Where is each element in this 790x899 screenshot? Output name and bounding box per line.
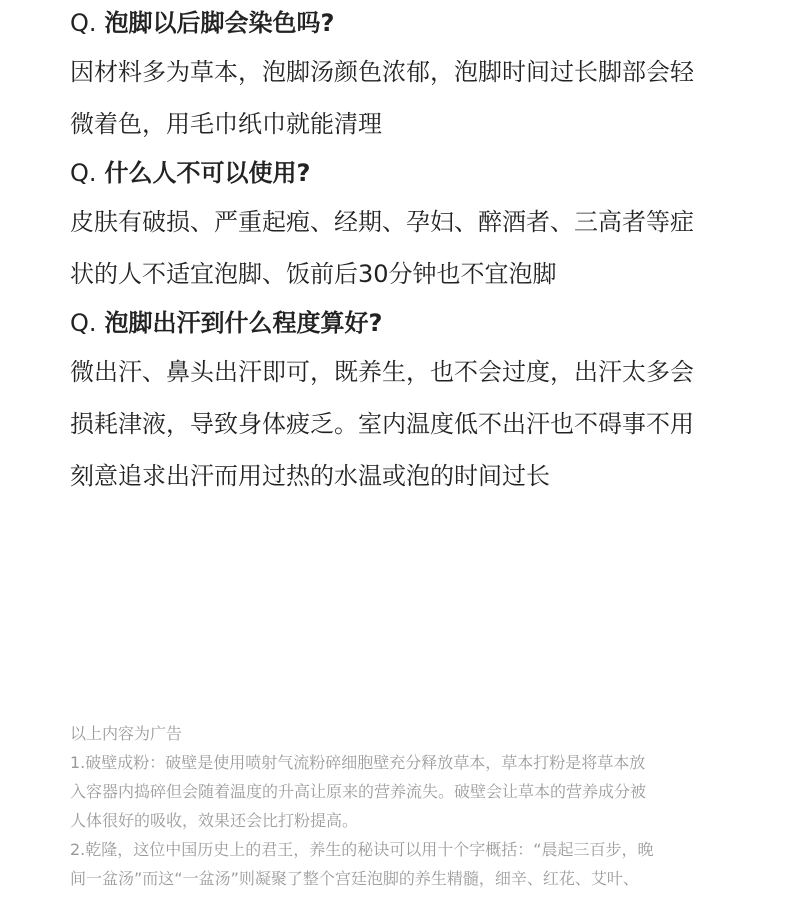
faq-question — [70, 0, 730, 46]
faq-section — [70, 0, 730, 502]
ad-line: 2.乾隆，这位中国历史上的君王，养生的秘诀可以用十个字概括：“晨起三百步，晚 — [70, 840, 654, 859]
question-text: 什么人不可以使用? — [104, 159, 311, 187]
faq-question — [70, 300, 730, 346]
question-prefix: Q. — [70, 159, 97, 187]
answer-line: 微着色，用毛巾纸巾就能清理 — [70, 110, 382, 138]
question-prefix: Q. — [70, 9, 97, 37]
ad-line: 1.破壁成粉：破壁是使用喷射气流粉碎细胞壁充分释放草本，草本打粉是将草本放 — [70, 753, 646, 772]
ad-line: 间一盆汤”而这“一盆汤”则凝聚了整个宫廷泡脚的养生精髓，细辛、红花、艾叶、 — [70, 869, 639, 888]
answer-line: 损耗津液，导致身体疲乏。室内温度低不出汗也不碍事不用 — [70, 410, 694, 438]
answer-line: 刻意追求出汗而用过热的水温或泡的时间过长 — [70, 462, 550, 490]
question-text: 泡脚以后脚会染色吗? — [104, 9, 335, 37]
ad-line: 入容器内捣碎但会随着温度的升高让原来的营养流失。破壁会让草本的营养成分被 — [70, 782, 647, 801]
question-prefix: Q. — [70, 309, 97, 337]
question-text: 泡脚出汗到什么程度算好? — [104, 309, 383, 337]
ad-title: 以上内容为广告 — [70, 724, 183, 743]
ad-line: 人体很好的吸收，效果还会比打粉提高。 — [70, 811, 359, 830]
ad-disclaimer — [70, 720, 730, 893]
answer-line: 微出汗、鼻头出汗即可，既养生，也不会过度，出汗太多会 — [70, 358, 694, 386]
answer-line: 因材料多为草本，泡脚汤颜色浓郁，泡脚时间过长脚部会轻 — [70, 58, 694, 86]
answer-line: 状的人不适宜泡脚、饭前后30分钟也不宜泡脚 — [70, 260, 557, 288]
faq-question — [70, 150, 730, 196]
answer-line: 皮肤有破损、严重起疱、经期、孕妇、醉酒者、三高者等症 — [70, 208, 694, 236]
